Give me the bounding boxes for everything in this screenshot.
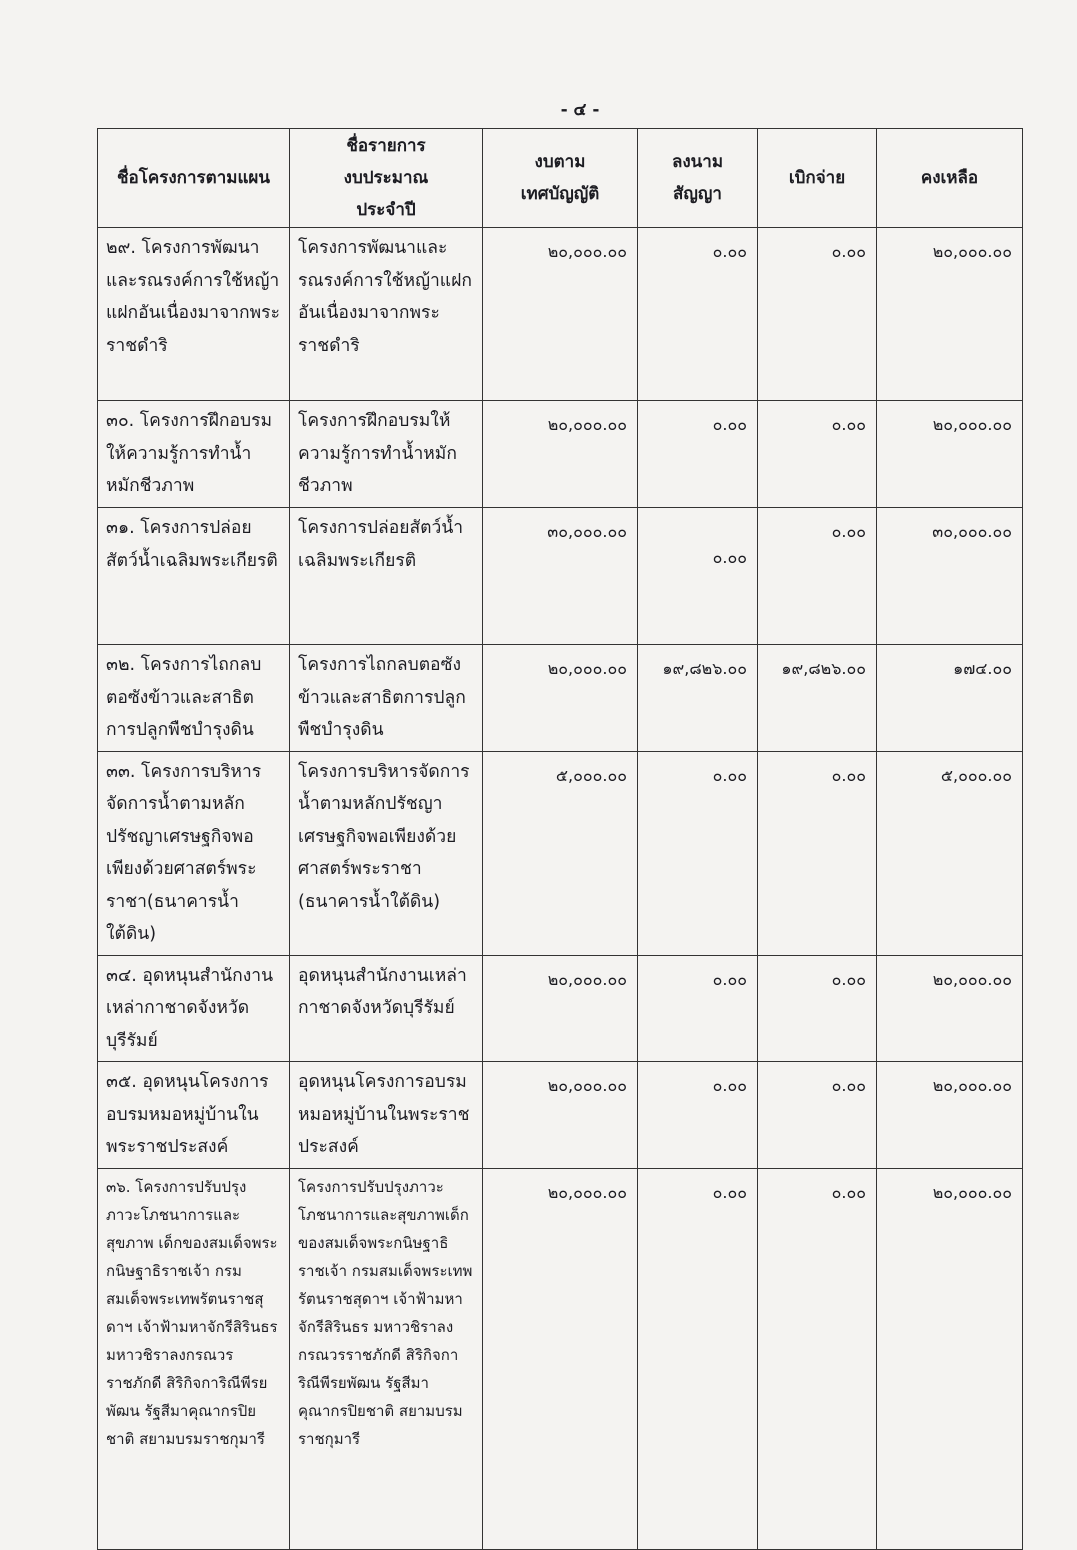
remaining-cell: ๒๐,๐๐๐.๐๐ (877, 955, 1023, 1062)
disbursed-cell: ๐.๐๐ (758, 955, 877, 1062)
project-cell: ๓๒. โครงการไถกลบตอซังข้าวและสาธิตการปลูกพืชบำรุงดิน (98, 645, 290, 752)
table-row (98, 751, 1023, 955)
disbursed-cell: ๐.๐๐ (758, 228, 877, 401)
remaining-cell: ๒๐,๐๐๐.๐๐ (877, 228, 1023, 401)
project-cell: ๓๕. อุดหนุนโครงการอบรมหมอหมู่บ้านในพระราชประสงค์ (98, 1062, 290, 1169)
table-row (98, 508, 1023, 645)
ordinance-cell: ๒๐,๐๐๐.๐๐ (483, 645, 638, 752)
header-project: ชื่อโครงการตามแผน (98, 129, 290, 228)
disbursed-cell: ๑๙,๘๒๖.๐๐ (758, 645, 877, 752)
contract-cell: ๐.๐๐ (638, 1062, 758, 1169)
table-row (98, 228, 1023, 401)
budget-item-cell: โครงการปรับปรุงภาวะโภชนาการและสุขภาพเด็กของสมเด็จพระกนิษฐาธิราชเจ้า กรมสมเด็จพระเทพรัตนราชสุดาฯ เจ้าฟ้ามหาจักรีสิรินธร มหาวชิราลงกรณวรราชภักดี สิริกิจการิณีพีรยพัฒน รัฐสีมาคุณากรปิยชาติ สยามบรมราชกุมารี (290, 1168, 483, 1549)
budget-item-cell: อุดหนุนโครงการอบรมหมอหมู่บ้านในพระราชประสงค์ (290, 1062, 483, 1169)
header-ordinance: งบตาม เทศบัญญัติ (483, 129, 638, 228)
remaining-cell: ๒๐,๐๐๐.๐๐ (877, 1062, 1023, 1169)
project-cell: ๓๓. โครงการบริหารจัดการน้ำตามหลักปรัชญาเศรษฐกิจพอเพียงด้วยศาสตร์พระราชา(ธนาคารน้ำใต้ดิน) (98, 751, 290, 955)
project-cell: ๒๙. โครงการพัฒนาและรณรงค์การใช้หญ้าแฝกอันเนื่องมาจากพระราชดำริ (98, 228, 290, 401)
header-disbursed: เบิกจ่าย (758, 129, 877, 228)
contract-cell (638, 508, 758, 645)
budget-item-cell: โครงการฝึกอบรมให้ความรู้การทำน้ำหมักชีวภาพ (290, 401, 483, 508)
budget-item-cell: โครงการปล่อยสัตว์น้ำเฉลิมพระเกียรติ (290, 508, 483, 645)
ordinance-cell: ๒๐,๐๐๐.๐๐ (483, 1168, 638, 1549)
budget-item-cell: โครงการไถกลบตอซังข้าวและสาธิตการปลูกพืชบำรุงดิน (290, 645, 483, 752)
remaining-cell: ๓๐,๐๐๐.๐๐ (877, 508, 1023, 645)
table-row (98, 955, 1023, 1062)
ordinance-cell: ๒๐,๐๐๐.๐๐ (483, 1062, 638, 1169)
header-remaining: คงเหลือ (877, 129, 1023, 228)
remaining-cell: ๑๗๔.๐๐ (877, 645, 1023, 752)
ordinance-cell: ๒๐,๐๐๐.๐๐ (483, 228, 638, 401)
project-cell: ๓๖. โครงการปรับปรุงภาวะโภชนาการและสุขภาพ เด็กของสมเด็จพระกนิษฐาธิราชเจ้า กรมสมเด็จพระเทพรัตนราชสุดาฯ เจ้าฟ้ามหาจักรีสิรินธร มหาวชิราลงกรณวรราชภักดี สิริกิจการิณีพีรยพัฒน รัฐสีมาคุณากรปิยชาติ สยามบรมราชกุมารี (98, 1168, 290, 1549)
table-row (98, 645, 1023, 752)
remaining-cell: ๒๐,๐๐๐.๐๐ (877, 401, 1023, 508)
contract-cell: ๐.๐๐ (638, 1168, 758, 1549)
budget-table (97, 128, 1023, 1550)
remaining-cell: ๒๐,๐๐๐.๐๐ (877, 1168, 1023, 1549)
disbursed-cell: ๐.๐๐ (758, 401, 877, 508)
table-row (98, 401, 1023, 508)
contract-cell: ๐.๐๐ (638, 228, 758, 401)
header-row (98, 129, 1023, 228)
project-cell: ๓๑. โครงการปล่อยสัตว์น้ำเฉลิมพระเกียรติ (98, 508, 290, 645)
page-number: - ๔ - (560, 100, 600, 120)
contract-value: ๐.๐๐ (712, 548, 747, 567)
disbursed-cell: ๐.๐๐ (758, 508, 877, 645)
budget-item-cell: โครงการบริหารจัดการน้ำตามหลักปรัชญาเศรษฐกิจพอเพียงด้วยศาสตร์พระราชา (ธนาคารน้ำใต้ดิน) (290, 751, 483, 955)
project-cell: ๓๔. อุดหนุนสำนักงานเหล่ากาชาดจังหวัดบุรีรัมย์ (98, 955, 290, 1062)
ordinance-cell: ๓๐,๐๐๐.๐๐ (483, 508, 638, 645)
disbursed-cell: ๐.๐๐ (758, 1168, 877, 1549)
remaining-cell: ๕,๐๐๐.๐๐ (877, 751, 1023, 955)
contract-cell: ๐.๐๐ (638, 401, 758, 508)
budget-item-cell: อุดหนุนสำนักงานเหล่ากาชาดจังหวัดบุรีรัมย์ (290, 955, 483, 1062)
ordinance-cell: ๕,๐๐๐.๐๐ (483, 751, 638, 955)
budget-item-cell: โครงการพัฒนาและรณรงค์การใช้หญ้าแฝกอันเนื่องมาจากพระราชดำริ (290, 228, 483, 401)
header-contract: ลงนาม สัญญา (638, 129, 758, 228)
ordinance-cell: ๒๐,๐๐๐.๐๐ (483, 955, 638, 1062)
contract-cell: ๑๙,๘๒๖.๐๐ (638, 645, 758, 752)
header-budget-item: ชื่อรายการ งบประมาณ ประจำปี (290, 129, 483, 228)
project-cell: ๓๐. โครงการฝึกอบรมให้ความรู้การทำน้ำหมักชีวภาพ (98, 401, 290, 508)
table-row (98, 1168, 1023, 1549)
table-row (98, 1062, 1023, 1169)
disbursed-cell: ๐.๐๐ (758, 1062, 877, 1169)
contract-cell: ๐.๐๐ (638, 751, 758, 955)
disbursed-cell: ๐.๐๐ (758, 751, 877, 955)
ordinance-cell: ๒๐,๐๐๐.๐๐ (483, 401, 638, 508)
contract-cell: ๐.๐๐ (638, 955, 758, 1062)
